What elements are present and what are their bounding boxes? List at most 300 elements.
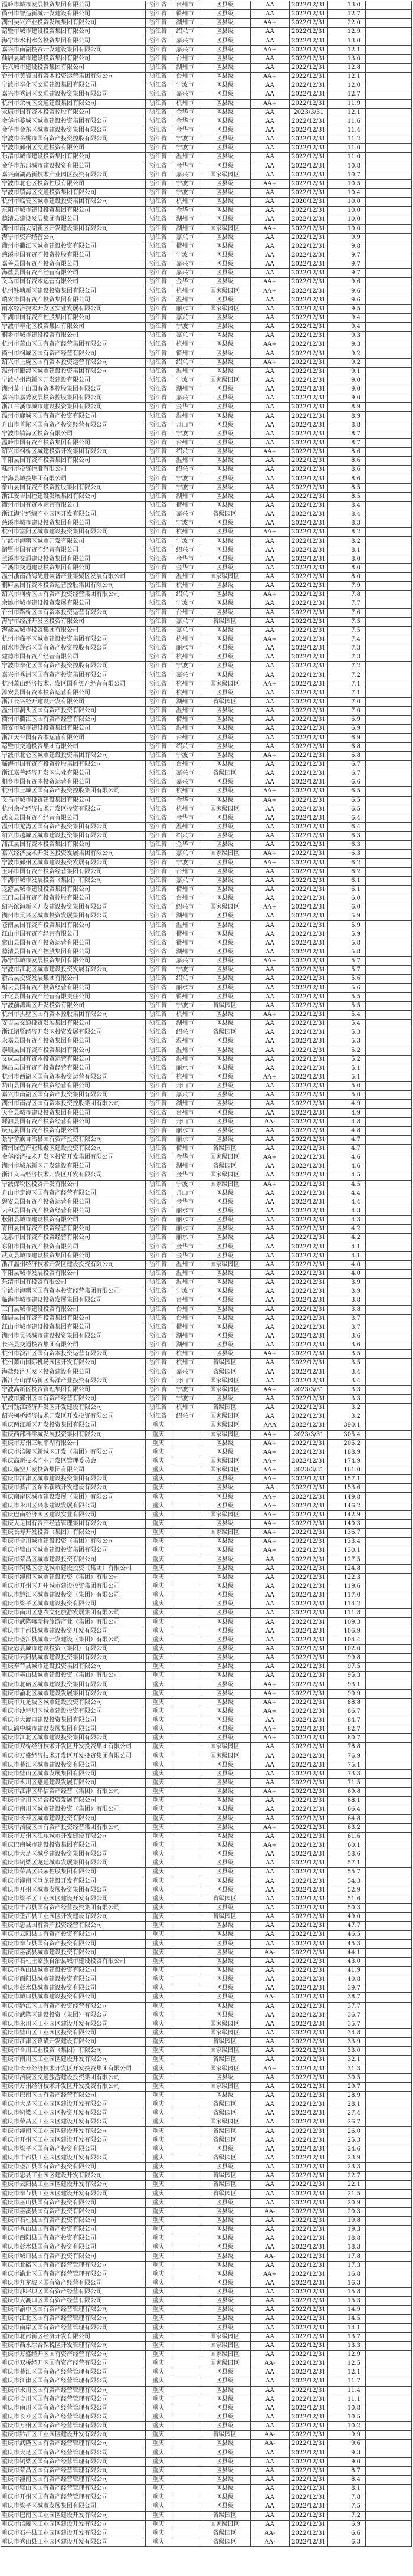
value-cell: 93.1 xyxy=(328,1680,366,1689)
province-cell: 浙江省 xyxy=(146,1189,171,1198)
empty-cell xyxy=(366,1707,412,1716)
rating-cell: AA xyxy=(251,608,290,617)
city-cell xyxy=(171,2234,199,2243)
company-name-cell: 重庆市西永综合保税区开发管理有限公司 xyxy=(1,2341,146,2350)
province-cell: 浙江省 xyxy=(146,867,171,876)
city-cell: 温州市 xyxy=(171,1260,199,1269)
province-cell: 浙江省 xyxy=(146,73,171,81)
company-name-cell: 重庆市南川区城市建设投资（集团）有限公司 xyxy=(1,1805,146,1814)
empty-cell xyxy=(366,188,412,197)
value-cell: 136.7 xyxy=(328,1529,366,1538)
company-name-cell: 金华市金东区城市建设投资集团有限公司 xyxy=(1,126,146,135)
rating-cell: AA+ xyxy=(251,858,290,867)
empty-cell xyxy=(366,466,412,474)
empty-cell xyxy=(366,599,412,608)
company-name-cell: 缙云县国有资产投资经营有限公司 xyxy=(1,984,146,992)
date-cell: 2022/12/31 xyxy=(290,1832,328,1841)
rating-cell: AA xyxy=(251,144,290,153)
level-cell: 区县级 xyxy=(199,1993,251,2002)
table-row xyxy=(1,1984,412,1993)
rating-cell: AA xyxy=(251,876,290,885)
rating-cell: AA xyxy=(251,1243,290,1251)
table-row xyxy=(1,2359,412,2368)
rating-cell: AA- xyxy=(251,1993,290,2002)
province-cell: 浙江省 xyxy=(146,215,171,224)
level-cell: 区县级 xyxy=(199,1591,251,1600)
level-cell: 区县级 xyxy=(199,2261,251,2270)
value-cell: 64.8 xyxy=(328,1814,366,1823)
table-row xyxy=(1,1448,412,1457)
company-name-cell: 杭州市余杭区交通建设集团有限公司 xyxy=(1,99,146,108)
province-cell: 浙江省 xyxy=(146,814,171,822)
table-row xyxy=(1,662,412,671)
date-cell: 2022/12/31 xyxy=(290,135,328,144)
level-cell: 区县级 xyxy=(199,367,251,376)
level-cell: 区县级 xyxy=(199,1279,251,1287)
company-name-cell: 重庆临空开发投资集团有限公司 xyxy=(1,1466,146,1475)
province-cell: 浙江省 xyxy=(146,179,171,188)
empty-cell xyxy=(366,1913,412,1922)
empty-cell xyxy=(366,1028,412,1037)
table-row xyxy=(1,1672,412,1680)
city-cell: 湖州市 xyxy=(171,1020,199,1028)
value-cell: 12.1 xyxy=(328,45,366,54)
rating-cell: AA xyxy=(251,930,290,939)
level-cell: 区县级 xyxy=(199,1502,251,1510)
rating-cell: AA+ xyxy=(251,1707,290,1716)
table-row xyxy=(1,2118,412,2127)
company-name-cell: 杭州萧山国际机场园区开发有限公司 xyxy=(1,1359,146,1368)
value-cell: 7.6 xyxy=(328,608,366,617)
date-cell: 2022/12/31 xyxy=(290,1877,328,1886)
rating-cell: AA xyxy=(251,501,290,510)
table-row xyxy=(1,2288,412,2297)
empty-cell xyxy=(366,2181,412,2190)
city-cell: 嘉兴市 xyxy=(171,233,199,242)
value-cell: 99.8 xyxy=(328,1654,366,1663)
city-cell: 杭州市 xyxy=(171,1073,199,1081)
city-cell: 宁波市 xyxy=(171,751,199,760)
city-cell: 丽水市 xyxy=(171,1064,199,1073)
level-cell: 区县级 xyxy=(199,2404,251,2413)
table-row xyxy=(1,1394,412,1403)
value-cell: 4.8 xyxy=(328,1117,366,1126)
city-cell: 丽水市 xyxy=(171,1216,199,1225)
city-cell: 宁波市 xyxy=(171,662,199,671)
level-cell: 国家级园区 xyxy=(199,1430,251,1439)
level-cell: 区县级 xyxy=(199,635,251,644)
level-cell: 区县级 xyxy=(199,1198,251,1207)
empty-cell xyxy=(366,1251,412,1260)
company-name-cell: 金华市东部城市建设投资有限公司 xyxy=(1,162,146,171)
date-cell: 2022/12/31 xyxy=(290,1805,328,1814)
company-name-cell: 重庆市巴南区工业园区建设开发有限公司 xyxy=(1,2511,146,2520)
city-cell xyxy=(171,2315,199,2323)
province-cell: 重庆 xyxy=(146,1636,171,1644)
table-row xyxy=(1,635,412,644)
date-cell: 2022/12/31 xyxy=(290,117,328,126)
rating-cell: AA xyxy=(251,1672,290,1680)
city-cell: 台州市 xyxy=(171,54,199,63)
table-row xyxy=(1,1010,412,1019)
value-cell: 14.5 xyxy=(328,2315,366,2323)
level-cell: 区县级 xyxy=(199,2216,251,2225)
province-cell: 重庆 xyxy=(146,2538,171,2546)
date-cell: 2022/12/31 xyxy=(290,1404,328,1412)
date-cell: 2022/12/31 xyxy=(290,2145,328,2154)
table-row xyxy=(1,689,412,697)
province-cell: 浙江省 xyxy=(146,99,171,108)
province-cell: 浙江省 xyxy=(146,1296,171,1305)
table-body xyxy=(1,1,412,2547)
rating-cell: AA xyxy=(251,117,290,126)
date-cell: 2023/3/31 xyxy=(290,1466,328,1475)
province-cell: 浙江省 xyxy=(146,1180,171,1189)
date-cell: 2022/12/31 xyxy=(290,2386,328,2395)
province-cell: 浙江省 xyxy=(146,1341,171,1350)
city-cell xyxy=(171,1734,199,1743)
value-cell: 5.6 xyxy=(328,984,366,992)
company-name-cell: 重庆市长寿区城市建设投资有限公司 xyxy=(1,1814,146,1823)
city-cell xyxy=(171,2073,199,2082)
city-cell: 丽水市 xyxy=(171,1135,199,1144)
level-cell: 区县级 xyxy=(199,1,251,10)
city-cell xyxy=(171,2493,199,2502)
date-cell: 2022/12/31 xyxy=(290,45,328,54)
empty-cell xyxy=(366,349,412,358)
empty-cell xyxy=(366,2297,412,2306)
date-cell: 2022/12/31 xyxy=(290,2163,328,2172)
city-cell: 嘉兴市 xyxy=(171,90,199,99)
province-cell: 浙江省 xyxy=(146,528,171,537)
city-cell: 温州市 xyxy=(171,1269,199,1278)
province-cell: 重庆 xyxy=(146,1627,171,1636)
date-cell: 2022/12/31 xyxy=(290,90,328,99)
level-cell: 国家级园区 xyxy=(199,1529,251,1538)
company-name-cell: 临海市国有资产投资控股集团有限公司 xyxy=(1,760,146,769)
province-cell: 重庆 xyxy=(146,1519,171,1528)
table-row xyxy=(1,1028,412,1037)
empty-cell xyxy=(366,1529,412,1538)
rating-cell: AA xyxy=(251,1859,290,1868)
company-name-cell: 永嘉县国有资产投资集团有限公司 xyxy=(1,1037,146,1046)
table-row xyxy=(1,1582,412,1591)
level-cell: 区县级 xyxy=(199,2368,251,2377)
rating-cell: AA xyxy=(251,1797,290,1805)
empty-cell xyxy=(366,1931,412,1939)
table-row xyxy=(1,778,412,787)
table-row xyxy=(1,2252,412,2261)
company-name-cell: 衢州市柯城区国有资产经营有限公司 xyxy=(1,349,146,358)
city-cell: 湖州市 xyxy=(171,948,199,956)
value-cell: 8.2 xyxy=(328,528,366,537)
table-row xyxy=(1,1269,412,1278)
company-name-cell: 武义县国有资产经营有限公司 xyxy=(1,814,146,822)
city-cell: 宁波市 xyxy=(171,323,199,332)
value-cell: 9.7 xyxy=(328,269,366,278)
rating-cell: AA xyxy=(251,483,290,492)
city-cell xyxy=(171,1769,199,1778)
rating-cell: AA xyxy=(251,2145,290,2154)
empty-cell xyxy=(366,1368,412,1377)
empty-cell xyxy=(366,296,412,304)
date-cell: 2022/12/31 xyxy=(290,2485,328,2493)
table-row xyxy=(1,421,412,430)
level-cell: 区县级 xyxy=(199,1636,251,1644)
empty-cell xyxy=(366,822,412,831)
city-cell: 台州市 xyxy=(171,1305,199,1314)
value-cell: 6.4 xyxy=(328,822,366,831)
city-cell xyxy=(171,1868,199,1877)
rating-cell: AA xyxy=(251,198,290,207)
city-cell xyxy=(171,1886,199,1895)
rating-cell: AA xyxy=(251,716,290,725)
level-cell: 区县级 xyxy=(199,2306,251,2315)
empty-cell xyxy=(366,760,412,769)
province-cell: 重庆 xyxy=(146,2475,171,2484)
company-name-cell: 嘉兴经济技术开发区投资发展集团有限公司 xyxy=(1,850,146,858)
city-cell: 衢州市 xyxy=(171,1145,199,1153)
date-cell: 2022/12/31 xyxy=(290,349,328,358)
rating-cell: AA+ xyxy=(251,1823,290,1832)
company-name-cell: 重庆市江津区国有资产经营管理有限公司 xyxy=(1,2377,146,2386)
rating-cell: AA+ xyxy=(251,1010,290,1019)
table-row xyxy=(1,894,412,903)
province-cell: 重庆 xyxy=(146,1654,171,1663)
empty-cell xyxy=(366,1663,412,1672)
company-name-cell: 重庆市武隆区国有资产经营管理有限公司 xyxy=(1,2440,146,2449)
level-cell: 区县级 xyxy=(199,1207,251,1215)
rating-cell: AA xyxy=(251,1287,290,1296)
rating-cell: AA+ xyxy=(251,787,290,796)
empty-cell xyxy=(366,1519,412,1528)
level-cell: 区县级 xyxy=(199,2002,251,2011)
rating-cell: AA+ xyxy=(251,850,290,858)
date-cell: 2022/12/31 xyxy=(290,19,328,28)
value-cell: 5.3 xyxy=(328,1028,366,1037)
rating-cell: AA xyxy=(251,242,290,251)
company-name-cell: 杭州市萧山区国有资产经营集团有限公司 xyxy=(1,340,146,349)
date-cell: 2022/12/31 xyxy=(290,2216,328,2225)
empty-cell xyxy=(366,2493,412,2502)
rating-cell: AA+ xyxy=(251,528,290,537)
city-cell xyxy=(171,2118,199,2127)
province-cell: 重庆 xyxy=(146,2306,171,2315)
table-row xyxy=(1,1251,412,1260)
rating-cell: AA xyxy=(251,2297,290,2306)
level-cell: 国家级园区 xyxy=(199,2520,251,2529)
table-row xyxy=(1,742,412,751)
date-cell: 2022/12/31 xyxy=(290,1082,328,1091)
table-row xyxy=(1,867,412,876)
city-cell: 绍兴市 xyxy=(171,832,199,841)
city-cell: 温州市 xyxy=(171,153,199,162)
rating-cell: AA+ xyxy=(251,903,290,912)
value-cell: 9.6 xyxy=(328,2440,366,2449)
date-cell: 2023/3/31 xyxy=(290,1430,328,1439)
company-name-cell: 江山市国有资产经营有限公司 xyxy=(1,930,146,939)
company-name-cell: 重庆市黔江区国有资产投资经营有限公司 xyxy=(1,2002,146,2011)
date-cell: 2022/12/31 xyxy=(290,1010,328,1019)
empty-cell xyxy=(366,304,412,313)
table-row xyxy=(1,1841,412,1850)
province-cell: 浙江省 xyxy=(146,671,171,680)
rating-cell: AA xyxy=(251,37,290,45)
level-cell: 省级园区 xyxy=(199,1895,251,1903)
empty-cell xyxy=(366,1010,412,1019)
empty-cell xyxy=(366,1788,412,1797)
empty-cell xyxy=(366,2279,412,2287)
value-cell: 9.4 xyxy=(328,313,366,322)
value-cell: 142.9 xyxy=(328,1510,366,1519)
table-row xyxy=(1,2279,412,2287)
empty-cell xyxy=(366,1198,412,1207)
company-name-cell: 重庆市江津区珞璜开发建设有限公司 xyxy=(1,2038,146,2047)
rating-cell: AA xyxy=(251,1207,290,1215)
rating-cell: AA xyxy=(251,2368,290,2377)
city-cell: 宁波市 xyxy=(171,483,199,492)
value-cell: 41.9 xyxy=(328,1966,366,1975)
level-cell: 区县级 xyxy=(199,1493,251,1502)
empty-cell xyxy=(366,1359,412,1368)
table-row xyxy=(1,769,412,778)
table-row xyxy=(1,1859,412,1868)
company-name-cell: 苍南县国有资产投资集团有限公司 xyxy=(1,921,146,930)
value-cell: 5.7 xyxy=(328,966,366,975)
value-cell: 10.5 xyxy=(328,2413,366,2421)
level-cell: 国家级园区 xyxy=(199,1510,251,1519)
table-row xyxy=(1,1761,412,1769)
company-name-cell: 绍兴滨海新区开发建设投资集团有限公司 xyxy=(1,903,146,912)
date-cell: 2022/12/31 xyxy=(290,1957,328,1966)
province-cell: 重庆 xyxy=(146,2091,171,2100)
level-cell: 区县级 xyxy=(199,188,251,197)
company-name-cell: 重庆市南川区国有资产经营管理有限公司 xyxy=(1,2404,146,2413)
value-cell: 11.4 xyxy=(328,126,366,135)
rating-cell: AA xyxy=(251,233,290,242)
level-cell: 区县级 xyxy=(199,1332,251,1341)
company-name-cell: 磐安县国有资产投资运营有限公司 xyxy=(1,1198,146,1207)
level-cell: 区县级 xyxy=(199,457,251,466)
level-cell: 区县级 xyxy=(199,260,251,269)
date-cell: 2022/12/31 xyxy=(290,1868,328,1877)
company-name-cell: 重庆市沙坪坝区城市建设投资有限公司 xyxy=(1,1707,146,1716)
rating-cell: AA xyxy=(251,1627,290,1636)
empty-cell xyxy=(366,1823,412,1832)
city-cell: 杭州市 xyxy=(171,1010,199,1019)
company-name-cell: 重庆市丰都县城市建设投资开发有限公司 xyxy=(1,1627,146,1636)
province-cell: 浙江省 xyxy=(146,1082,171,1091)
level-cell: 区县级 xyxy=(199,2485,251,2493)
value-cell: 13.0 xyxy=(328,54,366,63)
value-cell: 7.2 xyxy=(328,671,366,680)
table-row xyxy=(1,188,412,197)
table-row xyxy=(1,599,412,608)
rating-cell: AA xyxy=(251,1573,290,1582)
empty-cell xyxy=(366,1323,412,1332)
value-cell: 8.9 xyxy=(328,412,366,421)
company-name-cell: 常山县国有资产投资运营有限公司 xyxy=(1,939,146,948)
city-cell: 杭州市 xyxy=(171,340,199,349)
empty-cell xyxy=(366,2109,412,2118)
table-row xyxy=(1,1305,412,1314)
date-cell: 2022/12/31 xyxy=(290,751,328,760)
date-cell: 2022/12/31 xyxy=(290,1421,328,1430)
city-cell: 金华市 xyxy=(171,563,199,572)
empty-cell xyxy=(366,546,412,555)
empty-cell xyxy=(366,921,412,930)
value-cell: 84.7 xyxy=(328,1716,366,1725)
level-cell: 区县级 xyxy=(199,2234,251,2243)
rating-cell: AA xyxy=(251,1957,290,1966)
province-cell: 浙江省 xyxy=(146,10,171,19)
city-cell: 杭州市 xyxy=(171,1350,199,1359)
table-row xyxy=(1,1466,412,1475)
table-row xyxy=(1,903,412,912)
company-name-cell: 余姚市城市建设投资发展有限公司 xyxy=(1,599,146,608)
table-row xyxy=(1,2127,412,2136)
level-cell: 区县级 xyxy=(199,725,251,733)
city-cell: 台州市 xyxy=(171,438,199,447)
company-name-cell: 重庆市綦江区东部新城开发建设有限公司 xyxy=(1,1484,146,1493)
date-cell: 2022/12/31 xyxy=(290,323,328,332)
date-cell: 2022/12/31 xyxy=(290,2404,328,2413)
rating-cell: AA+ xyxy=(251,1698,290,1707)
table-row xyxy=(1,2226,412,2234)
level-cell: 区县级 xyxy=(199,2457,251,2466)
province-cell: 重庆 xyxy=(146,2466,171,2475)
province-cell: 重庆 xyxy=(146,1448,171,1457)
province-cell: 浙江省 xyxy=(146,912,171,921)
city-cell: 金华市 xyxy=(171,278,199,287)
empty-cell xyxy=(366,1448,412,1457)
province-cell: 浙江省 xyxy=(146,1055,171,1064)
level-cell: 区县级 xyxy=(199,1010,251,1019)
rating-cell: AA xyxy=(251,707,290,716)
company-name-cell: 重庆市荣昌区国有资产经营管理有限公司 xyxy=(1,2466,146,2475)
empty-cell xyxy=(366,385,412,394)
empty-cell xyxy=(366,501,412,510)
table-row xyxy=(1,725,412,733)
table-row xyxy=(1,2082,412,2091)
company-name-cell: 长兴县交通投资集团有限公司 xyxy=(1,1341,146,1350)
province-cell: 重庆 xyxy=(146,2529,171,2538)
rating-cell: AA xyxy=(251,1100,290,1109)
rating-cell: AA xyxy=(251,2279,290,2287)
empty-cell xyxy=(366,1618,412,1627)
date-cell: 2022/12/31 xyxy=(290,903,328,912)
city-cell xyxy=(171,2216,199,2225)
value-cell: 8.6 xyxy=(328,466,366,474)
province-cell: 浙江省 xyxy=(146,1359,171,1368)
city-cell xyxy=(171,1850,199,1859)
table-row xyxy=(1,1546,412,1555)
table-row xyxy=(1,2163,412,2172)
date-cell: 2022/12/31 xyxy=(290,1913,328,1922)
company-name-cell: 重庆市铜梁区国有资产经营管理有限公司 xyxy=(1,2457,146,2466)
date-cell: 2022/12/31 xyxy=(290,2431,328,2440)
date-cell: 2022/12/31 xyxy=(290,207,328,215)
date-cell: 2022/12/31 xyxy=(290,2377,328,2386)
table-row xyxy=(1,466,412,474)
empty-cell xyxy=(366,99,412,108)
city-cell: 台州市 xyxy=(171,1314,199,1323)
empty-cell xyxy=(366,1145,412,1153)
city-cell: 金华市 xyxy=(171,555,199,563)
province-cell: 浙江省 xyxy=(146,903,171,912)
date-cell: 2022/12/31 xyxy=(290,858,328,867)
level-cell: 区县级 xyxy=(199,2440,251,2449)
